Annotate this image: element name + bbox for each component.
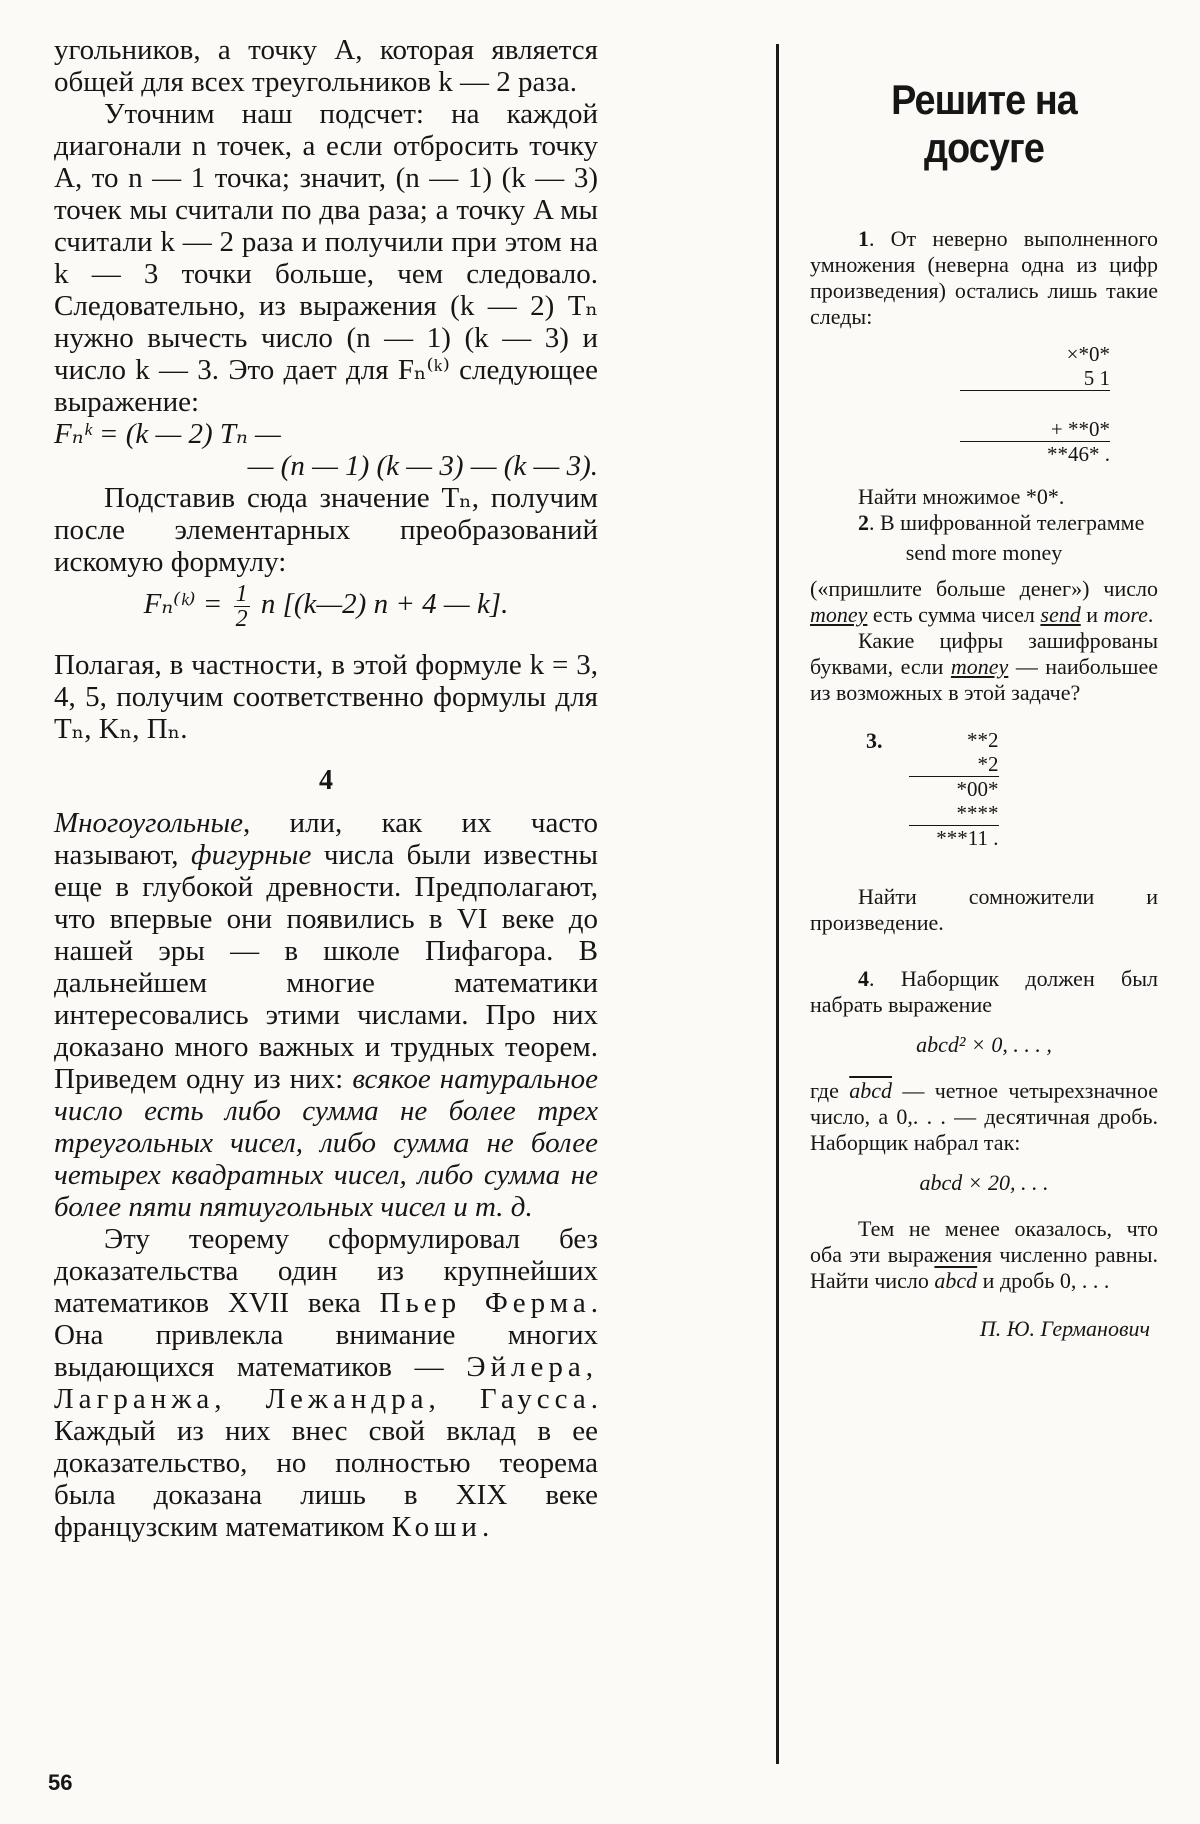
- formula-1: [54, 418, 598, 482]
- name-fermat: Пьер Ферма: [379, 1287, 591, 1319]
- problem-1-text: . От неверно выполненного умножения (неверна одна из цифр произведения) остались лишь такие следы:: [810, 226, 1158, 329]
- p2t2-b: есть сумма чисел: [867, 602, 1041, 627]
- paragraph-1: угольников, а точку A, которая является общей для всех треугольников k — 2 раза.: [54, 34, 598, 98]
- paragraph-3: Подставив сюда значение Tₙ, получим после элементарных преобразований искомую формулу:: [54, 482, 598, 578]
- word-money: money: [810, 602, 868, 627]
- problem-3-find: Найти сомножители и произведение.: [810, 884, 1158, 935]
- problem-2-phrase: send more money: [905, 540, 1063, 565]
- p2t2-a: («пришлите больше денег») число: [810, 576, 1158, 601]
- problem-4-number: 4: [858, 966, 869, 991]
- problem-2-number: 2: [858, 510, 869, 535]
- problem-4-text-3: [810, 1216, 1158, 1294]
- mult3-row-1: **2: [967, 728, 999, 752]
- formula-2-fraction: [234, 582, 250, 631]
- p5-text-d: числа были известны еще в глубокой древности. Предполагают, что впервые они появились в VI веке до нашей эры — в школе Пифагора. В дальнейшем многие математики интересовались этими числами. Про них доказано много важных и трудных теорем. Приведем одну из них:: [54, 839, 598, 1095]
- p5-text-b: , или, как их часто называют,: [54, 807, 598, 871]
- problem-2-text: . В шифрованной телеграмме: [869, 510, 1145, 535]
- mult3-row-5: ***11 .: [936, 826, 999, 850]
- right-column: [810, 66, 1158, 1342]
- mult-row-4: **46* .: [1047, 442, 1110, 466]
- mult3-row-4: ****: [909, 801, 999, 826]
- problem-1-number: 1: [858, 226, 869, 251]
- mult-row-3: + **0*: [960, 417, 1110, 442]
- paragraph-4: Полагая, в частности, в этой формуле k = 3, 4, 5, получим соответственно формулы для Tₙ, Kₙ, Пₙ.: [54, 649, 598, 745]
- problem-3-multiplication: [909, 728, 999, 850]
- name-cauchy: Коши: [391, 1511, 482, 1543]
- term-figurate: фигурные: [191, 839, 312, 871]
- puzzle-section-title: Решите на досуге: [891, 76, 1077, 171]
- problem-1-multiplication: [960, 342, 1110, 466]
- problem-3: [866, 728, 1158, 850]
- word-money-2: money: [950, 654, 1009, 679]
- problem-2: [810, 510, 1158, 536]
- column-divider: [776, 44, 779, 1764]
- paragraph-5: [54, 807, 598, 1223]
- p2t3-a: Какие цифры зашифрованы буквами, если: [810, 628, 1158, 679]
- paragraph-2: Уточним наш подсчет: на каждой диагонали n точек, а если отбросить точку A, то n — 1 точка; значит, (n — 1) (k — 3) точек мы считали по два раза; а точку A мы считали k — 2 раза и получили при этом на k — 3 точки больше, чем следовало. Следовательно, из выражения (k — 2) Tₙ нужно вычесть число (n — 1) (k — 3) и число k — 3. Это дает для Fₙ⁽ᵏ⁾ следующее выражение:: [54, 98, 598, 418]
- p4t2-b: — четное четырехзначное число, а 0,. . . — десятичная дробь. Наборщик набрал так:: [810, 1078, 1158, 1155]
- problem-1-find: Найти множимое *0*.: [858, 484, 1065, 509]
- p4t2-a: где: [810, 1078, 850, 1103]
- problem-1: [810, 226, 1158, 330]
- p2t2-c: и: [1080, 602, 1104, 627]
- p4t3-a: Тем не менее оказалось, что оба эти выражения численно равны. Найти число: [810, 1216, 1158, 1293]
- p6-text-g: .: [481, 1511, 490, 1543]
- word-abcd-2: abcd: [934, 1268, 978, 1293]
- theorem-statement: всякое натуральное число есть либо сумма не более трех треугольных чисел, либо сумма не более четырех квадратных чисел, либо сумма не более пяти пятиугольных чисел и т. д.: [54, 1063, 599, 1223]
- p2t2-d: .: [1147, 602, 1154, 627]
- word-more: more: [1103, 602, 1148, 627]
- mult3-row-2: *2: [909, 752, 999, 777]
- names-mathematicians: Эйлера, Лагранжа, Лежандра, Гаусса: [54, 1351, 598, 1415]
- left-column: [54, 34, 598, 1543]
- problem-4-text: . Наборщик должен был набрать выражение: [810, 966, 1158, 1017]
- formula-1-line-b: — (n — 1) (k — 3) — (k — 3).: [247, 450, 598, 482]
- p6-text-a: Эту теорему сформулировал без доказательства один из крупнейших математиков XVII века: [54, 1223, 598, 1319]
- problem-4: [810, 966, 1158, 1018]
- formula-1-line-a: Fₙᵏ = (k — 2) Tₙ —: [54, 418, 281, 450]
- word-abcd: abcd: [849, 1078, 893, 1103]
- page-number: 56: [48, 1770, 73, 1795]
- section-number: 4: [319, 765, 333, 796]
- problem-2-text-3: [810, 628, 1158, 706]
- problem-4-text-2: [810, 1078, 1158, 1156]
- fraction-denominator: 2: [235, 606, 248, 632]
- mult-row-2: 5 1: [960, 366, 1110, 391]
- p6-text-e: . Каждый из них внес свой вклад в ее доказательство, но полностью теорема была доказана лишь в XIX веке французским математиком: [54, 1383, 598, 1543]
- problem-2-text-2: [810, 576, 1158, 628]
- word-send: send: [1040, 602, 1081, 627]
- p4t3-b: и дробь 0, . . .: [977, 1268, 1110, 1293]
- mult-row-1: ×*0*: [1066, 342, 1110, 366]
- problem-4-expression-2: abcd × 20, . . .: [919, 1170, 1049, 1195]
- p2t3-b: — наибольшее из возможных в этой задаче?: [810, 654, 1158, 705]
- problem-4-expression-1: abcd² × 0, . . . ,: [916, 1032, 1052, 1057]
- mult3-row-3: *00*: [956, 777, 999, 801]
- author-signature: П. Ю. Германович: [979, 1316, 1150, 1341]
- problem-3-number: 3.: [866, 728, 883, 753]
- formula-2-lhs: Fₙ⁽ᵏ⁾ =: [143, 588, 223, 621]
- formula-2-rhs: n [(k—2) n + 4 — k].: [260, 588, 509, 621]
- paragraph-6: [54, 1223, 598, 1543]
- formula-2: [54, 582, 598, 631]
- fraction-numerator: 1: [235, 581, 248, 607]
- p6-text-c: . Она привлекла внимание многих выдающихся математиков —: [54, 1287, 598, 1383]
- term-polygonal: Многоугольные: [54, 807, 243, 839]
